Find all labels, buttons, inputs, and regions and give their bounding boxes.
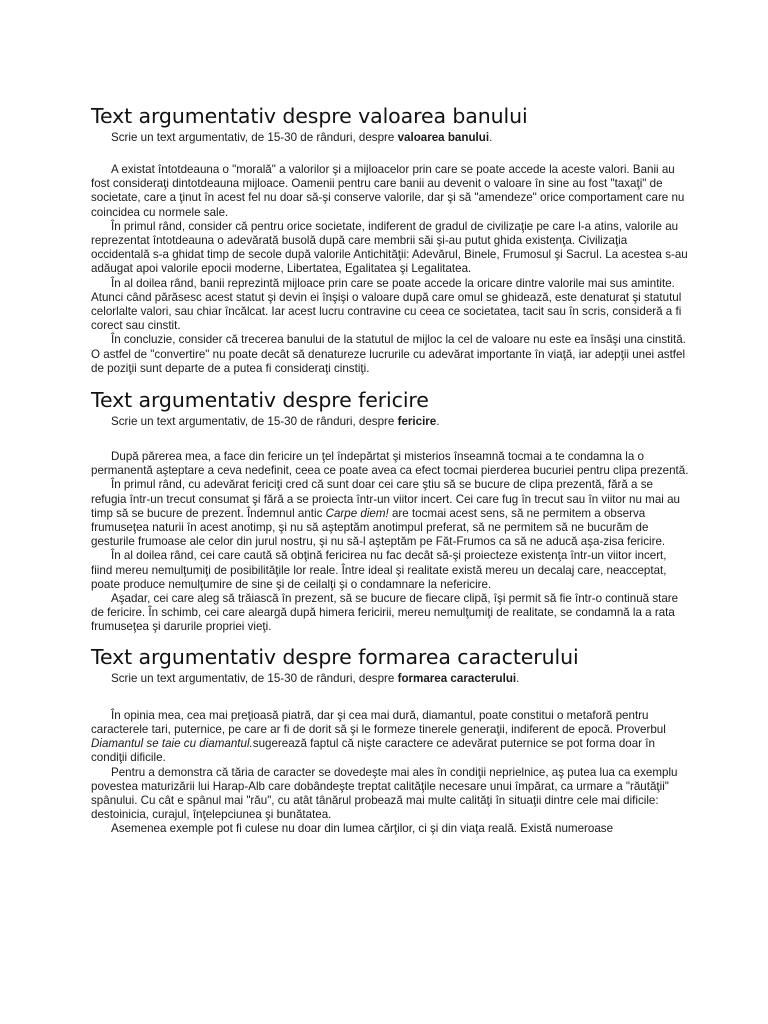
paragraph: Asemenea exemple pot fi culese nu doar din lumea cărţilor, ci şi din viaţa reală. Există numeroase [111, 822, 614, 836]
paragraph-text: are tocmai acest sens, să ne permitem a observa frumuseţea naturii în acest anotimp, şi nu să aşteptăm anotimpul preferat, să ne permitem să ne bucurăm de gesturile frumoase ale celor din jurul nostru, şi nu să-l aşteptăm pe Făt-Frumos ca să ne aducă aşa-zisa fericire. [91, 506, 666, 549]
paragraph-text: În opinia mea, cea mai preţioasă piatră, dar şi cea mai dură, diamantul, poate constitui o metaforă pentru caracterele tari, puternice, pe care ar fi de dorit să şi le formeze tinerele generaţii, indiferent de epocă. Proverbul [91, 708, 666, 736]
paragraph [91, 709, 689, 766]
section-title: Text argumentativ despre valoarea banului [91, 104, 528, 128]
section-prompt [111, 414, 689, 429]
paragraph: În concluzie, consider că trecerea banului de la statutul de mijloc la cel de valoare nu este ea însăşi una cinstită. O astfel de "convertire" nu poate decât să denatureze lucrurile cu adevărat importante în viaţă, iar adepţii unei astfel de poziţii sunt departe de a putea fi consideraţi cinstiţi. [91, 333, 686, 375]
prompt-end: . [489, 131, 493, 144]
section-character [91, 643, 689, 837]
prompt-end: . [516, 671, 520, 685]
quote-carpe-diem: Carpe diem! [325, 506, 389, 520]
paragraph-text: În primul rând, cu adevărat fericiţi cred că sunt doar cei care ştiu să se bucure de clipa prezentă, fără a se refugia într-un trecut consumat şi fără a se proiecta într-un viitor incert. Cei care fug în trecut sau în viitor nu mai au timp să se bucure de prezent. Îndemnul antic [91, 478, 680, 520]
document-page [91, 102, 689, 837]
paragraph: În al doilea rând, cei care caută să obţină fericirea nu fac decât să-şi proiecteze existenţa într-un viitor incert, fiind mereu nemulţumiţi de posibilităţile lor reale. Între ideal şi realitate există mereu un decalaj care, neacceptat, poate produce nemulţumire de sine şi de ceilalţi şi o condamnare la nefericire. [91, 549, 667, 591]
paragraph: După părerea mea, a face din fericire un ţel îndepărtat şi misterios înseamnă tocmai a te condamna la o permanentă aşteptare a ceva nedefinit, ceea ce poate avea ca efect tocmai pierderea bucuriei pentru clipa prezentă. [91, 450, 689, 478]
section-happiness [91, 386, 689, 635]
section-title: Text argumentativ despre formarea caracterului [91, 644, 579, 669]
section-prompt [111, 130, 689, 145]
paragraph: Pentru a demonstra că tăria de caracter se dovedeşte mai ales în condiţii neprielnice, aş putea lua ca exemplu povestea maturizării lui Harap-Alb care dobândeşte treptat calităţile necesare unui împărat, ca urmare a "răutăţii" spânului. Cu cât e spânul mai "rău", cu atât tânărul probează mai multe calităţi în situaţii dintre cele mai dificile: destoinicia, curajul, înţelepciunea şi bunătatea. [91, 765, 678, 822]
prompt-text: Scrie un text argumentativ, de 15-30 de rânduri, despre [111, 671, 398, 685]
section-body [91, 709, 689, 837]
section-title: Text argumentativ despre fericire [91, 388, 429, 413]
prompt-topic: valoarea banului [397, 131, 490, 144]
section-money-value [91, 102, 689, 376]
section-prompt [111, 671, 689, 686]
section-body [91, 450, 689, 635]
paragraph: În al doilea rând, banii reprezintă mijloace prin care se poate accede la oricare dintre valorile mai sus amintite. Atunci când părăsesc acest statut şi devin ei înşişi o valoare după care omul se ghidează, este denaturat şi statutul celorlalte valori, sau chiar încălcat. Iar acest lucru contravine cu ceea ce societatea, tacit sau în scris, consideră a fi corect sau cinstit. [91, 276, 682, 333]
prompt-topic: formarea caracterului [397, 671, 517, 685]
prompt-text: Scrie un text argumentativ, de 15-30 de rânduri, despre [111, 131, 398, 144]
prompt-text: Scrie un text argumentativ, de 15-30 de rânduri, despre [111, 415, 398, 429]
paragraph-text: sugerează faptul că nişte caractere ce adevărat puternice se pot forma doar în condiţii dificile. [91, 737, 655, 765]
proverb-quote: Diamantul se taie cu diamantul. [91, 737, 253, 751]
section-body [91, 163, 689, 376]
paragraph [91, 478, 689, 549]
prompt-end: . [436, 415, 440, 429]
paragraph: A existat întotdeauna o "morală" a valorilor şi a mijloacelor prin care se poate accede la aceste valori. Banii au fost consideraţi dintotdeauna mijloace. Oamenii pentru care banii au devenit o valoare în sine au fost "taxaţi" de societate, care a ţinut în acest fel nu doar să-şi conserve valorile, dar şi să "amendeze" orice comportament care nu coincidea cu normele sale. [91, 163, 685, 219]
paragraph: Aşadar, cei care aleg să trăiască în prezent, să se bucure de fiecare clipă, îşi permit să fie într-o continuă stare de fericire. În schimb, cei care aleargă după himera fericirii, mereu nemulţumiţi de realitate, se condamnă la a rata frumuseţea şi darurile propriei vieţi. [91, 592, 679, 634]
paragraph: În primul rând, consider că pentru orice societate, indiferent de gradul de civilizaţie pe care l-a atins, valorile au reprezentat întotdeauna o adevărată busolă după care membrii săi şi-au putut ghida existenţa. Civilizaţia occidentală s-a ghidat timp de secole după valorile Antichităţii: Adevărul, Binele, Frumosul şi Sacrul. La acestea s-au adăugat apoi valorile epocii moderne, Libertatea, Egalitatea şi Legalitatea. [91, 219, 688, 276]
prompt-topic: fericire [397, 415, 437, 429]
